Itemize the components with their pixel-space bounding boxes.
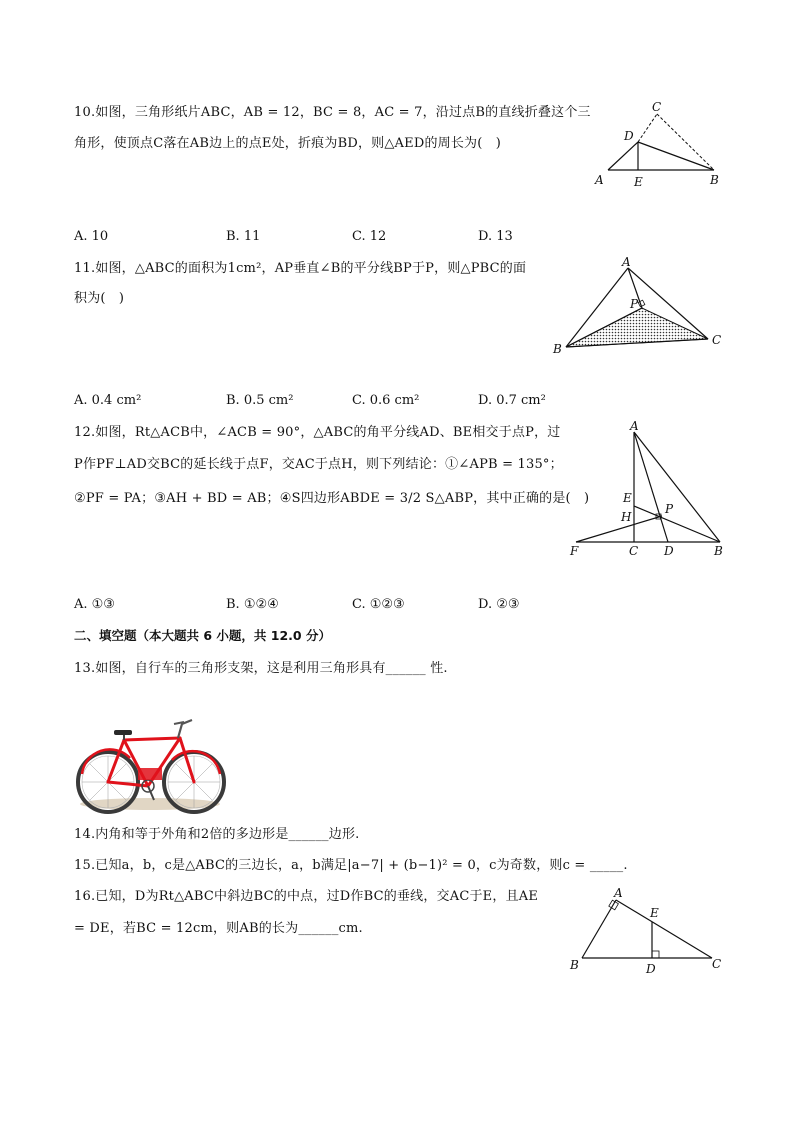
q11-option-c[interactable]: C. 0.6 cm² — [352, 393, 420, 408]
q14-text: 14.内角和等于外角和2倍的多边形是______边形. — [74, 827, 360, 842]
q11-figure — [548, 256, 728, 356]
q10-option-b[interactable]: B. 11 — [226, 229, 261, 244]
q12-text-line3: ②PF = PA；③AH + BD = AB；④S四边形ABDE = 3/2 S△ABP，其中正确的是( ) — [74, 491, 590, 506]
q10-label-c: C — [652, 100, 662, 114]
q12-label-c: C — [629, 544, 639, 558]
q15-text: 15.已知a，b，c是△ABC的三边长，a，b满足|a−7| + (b−1)² = 0，c为奇数，则c = _____. — [74, 858, 628, 873]
q10-label-b: B — [710, 173, 719, 187]
q12-label-d: D — [664, 544, 674, 558]
q12-figure — [562, 418, 732, 563]
q11-label-p: P — [630, 297, 639, 311]
q16-label-a: A — [614, 886, 623, 900]
q11-label-a: A — [622, 255, 631, 269]
section-heading-fill-in: 二、填空题（本大题共 6 小题，共 12.0 分） — [74, 628, 331, 643]
q10-label-a: A — [595, 173, 604, 187]
q16-label-e: E — [650, 906, 659, 920]
q10-text-line1: 10.如图，三角形纸片ABC，AB = 12，BC = 8，AC = 7，沿过点B的直线折叠这个三 — [74, 105, 591, 120]
q16-label-c: C — [712, 957, 722, 971]
q12-label-f: F — [570, 544, 579, 558]
q16-figure — [566, 884, 736, 979]
q12-option-a[interactable]: A. ①③ — [74, 597, 115, 612]
q10-option-c[interactable]: C. 12 — [352, 229, 387, 244]
q16-text-line1: 16.已知，D为Rt△ABC中斜边BC的中点，过D作BC的垂线，交AC于E，且AE — [74, 889, 539, 904]
q11-option-b[interactable]: B. 0.5 cm² — [226, 393, 294, 408]
q10-label-e: E — [634, 175, 643, 189]
q16-label-d: D — [646, 962, 656, 976]
q12-text-line1: 12.如图，Rt△ACB中，∠ACB = 90°，△ABC的角平分线AD、BE相交于点P，过 — [74, 425, 561, 440]
bicycle-image — [74, 712, 226, 814]
q12-label-e: E — [623, 491, 632, 505]
q12-text-line2: P作PF⊥AD交BC的延长线于点F，交AC于点H，则下列结论：①∠APB = 135°； — [74, 457, 563, 472]
q12-label-p: P — [665, 502, 674, 516]
q12-option-b[interactable]: B. ①②④ — [226, 597, 279, 612]
q11-option-a[interactable]: A. 0.4 cm² — [74, 393, 142, 408]
q12-label-b: B — [714, 544, 723, 558]
q10-option-d[interactable]: D. 13 — [478, 229, 513, 244]
q12-option-c[interactable]: C. ①②③ — [352, 597, 405, 612]
q12-label-a: A — [630, 419, 639, 433]
q11-label-b: B — [553, 342, 562, 356]
q12-label-h: H — [621, 510, 632, 524]
q11-label-c: C — [712, 333, 722, 347]
q10-option-a[interactable]: A. 10 — [74, 229, 109, 244]
q16-label-b: B — [570, 958, 579, 972]
q11-text-line2: 积为( ) — [74, 291, 125, 306]
q10-figure — [590, 102, 730, 192]
q11-text-line1: 11.如图，△ABC的面积为1cm²，AP垂直∠B的平分线BP于P，则△PBC的面 — [74, 261, 527, 276]
q11-option-d[interactable]: D. 0.7 cm² — [478, 393, 546, 408]
q10-label-d: D — [624, 129, 634, 143]
q10-text-line2: 角形，使顶点C落在AB边上的点E处，折痕为BD，则△AED的周长为( ) — [74, 136, 501, 151]
q13-text: 13.如图，自行车的三角形支架，这是利用三角形具有______ 性. — [74, 661, 448, 676]
q16-text-line2: = DE，若BC = 12cm，则AB的长为______cm. — [74, 921, 363, 936]
q12-option-d[interactable]: D. ②③ — [478, 597, 520, 612]
